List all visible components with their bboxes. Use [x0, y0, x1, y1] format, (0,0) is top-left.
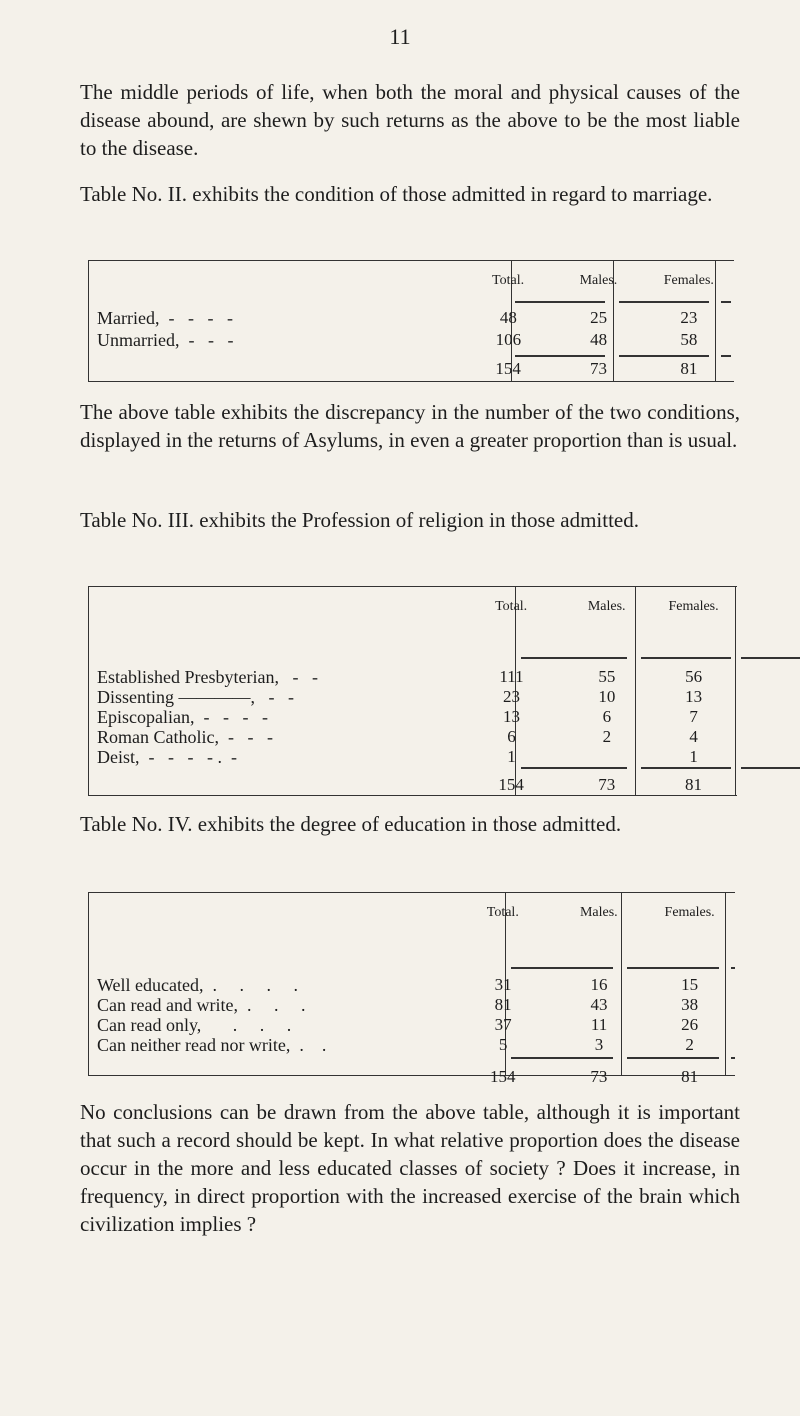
cell-females: 38	[681, 995, 699, 1014]
row-label: Married, - - - -	[97, 307, 233, 328]
table-row	[89, 975, 735, 995]
cell-males: 55	[598, 667, 616, 686]
cell-females: 23	[680, 308, 698, 327]
cell-males: 25	[590, 308, 608, 327]
total-total: 154	[495, 359, 521, 378]
total-females: 81	[680, 359, 698, 378]
row-label: Unmarried, - - -	[97, 329, 234, 350]
cell-total: 6	[507, 727, 516, 746]
table-row	[89, 687, 737, 707]
header-males: Males.	[579, 905, 618, 920]
marriage-table	[88, 260, 734, 382]
row-label: Established Presbyterian, - -	[97, 666, 318, 687]
cell-males: 43	[590, 995, 608, 1014]
cell-females: 56	[685, 667, 703, 686]
total-total: 154	[498, 775, 524, 794]
cell-total: 1	[507, 747, 516, 766]
cell-total: 13	[503, 707, 521, 726]
cell-total: 106	[495, 330, 522, 349]
cell-females: 13	[685, 687, 703, 706]
table-row	[89, 1035, 735, 1055]
total-males: 73	[590, 1067, 608, 1086]
cell-males: 3	[594, 1035, 604, 1054]
cell-total: 111	[499, 667, 524, 686]
paragraph-conclusions: No conclusions can be drawn from the above table, although it is important that such a record should be kept. In what relative proportion does the disease occur in the more and less educated classes of society ? Does it increase, in frequency, in direct proportion with the increased exercise of the brain which civilization implies ?	[80, 1100, 740, 1236]
table-row	[89, 329, 734, 351]
totals-row	[89, 773, 737, 797]
row-label: Roman Catholic, - - -	[97, 726, 273, 747]
table-row	[89, 707, 737, 727]
cell-males: 16	[590, 975, 608, 994]
religion-table	[88, 586, 737, 796]
total-total: 154	[490, 1067, 516, 1086]
paragraph-table-3-intro: Table No. III. exhibits the Profession of religion in those admitted.	[80, 508, 640, 532]
header-females: Females.	[668, 599, 719, 614]
header-males: Males.	[587, 599, 626, 614]
cell-males: 6	[602, 707, 612, 726]
table-row	[89, 747, 737, 767]
totals-row	[89, 1065, 735, 1089]
table-row	[89, 1015, 735, 1035]
table-row	[89, 667, 737, 687]
total-males: 73	[598, 775, 616, 794]
cell-males: 48	[590, 330, 608, 349]
header-females: Females.	[664, 905, 715, 920]
header-males: Males.	[579, 273, 618, 288]
row-label: Can read and write, . . .	[97, 994, 306, 1015]
row-label: Episcopalian, - - - -	[97, 706, 268, 727]
cell-females: 7	[689, 707, 698, 726]
paragraph-middle-periods: The middle periods of life, when both the moral and physical causes of the disease abound, are shewn by such returns as the above to be the most liable to the disease.	[80, 80, 740, 160]
header-total: Total.	[495, 599, 528, 614]
table-row	[89, 307, 734, 329]
totals-row	[89, 357, 734, 381]
paragraph-table-2-intro: Table No. II. exhibits the condition of those admitted in regard to marriage.	[80, 182, 713, 206]
cell-total: 81	[494, 995, 512, 1014]
cell-total: 31	[494, 975, 512, 994]
cell-females: 1	[689, 747, 698, 766]
row-label: Dissenting ————, - -	[97, 686, 294, 707]
page-number: 11	[389, 24, 411, 49]
cell-females: 15	[681, 975, 699, 994]
header-females: Females.	[663, 273, 714, 288]
table-row	[89, 995, 735, 1015]
cell-females: 26	[681, 1015, 699, 1034]
cell-total: 5	[498, 1035, 508, 1054]
total-males: 73	[589, 359, 607, 378]
header-total: Total.	[492, 273, 525, 288]
cell-females: 4	[689, 727, 698, 746]
row-label: Well educated, . . . .	[97, 974, 298, 995]
cell-total: 37	[494, 1015, 512, 1034]
total-females: 81	[681, 1067, 699, 1086]
row-label: Deist, - - - - . -	[97, 746, 237, 767]
cell-males: 2	[602, 727, 612, 746]
table-row	[89, 727, 737, 747]
cell-total: 23	[503, 687, 521, 706]
cell-females: 2	[685, 1035, 694, 1054]
header-total: Total.	[486, 905, 519, 920]
cell-females: 58	[680, 330, 698, 349]
cell-males: 11	[590, 1015, 608, 1034]
row-label: Can neither read nor write, . .	[97, 1034, 327, 1055]
row-label: Can read only, . . .	[97, 1014, 292, 1035]
cell-total: 48	[499, 308, 517, 327]
total-females: 81	[685, 775, 703, 794]
cell-males: 10	[598, 687, 616, 706]
paragraph-discrepancy: The above table exhibits the discrepancy in the number of the two conditions, displayed in the returns of Asylums, in even a greater proportion than is usual.	[80, 400, 740, 452]
education-table	[88, 892, 735, 1086]
paragraph-table-4-intro: Table No. IV. exhibits the degree of education in those admitted.	[80, 812, 622, 836]
